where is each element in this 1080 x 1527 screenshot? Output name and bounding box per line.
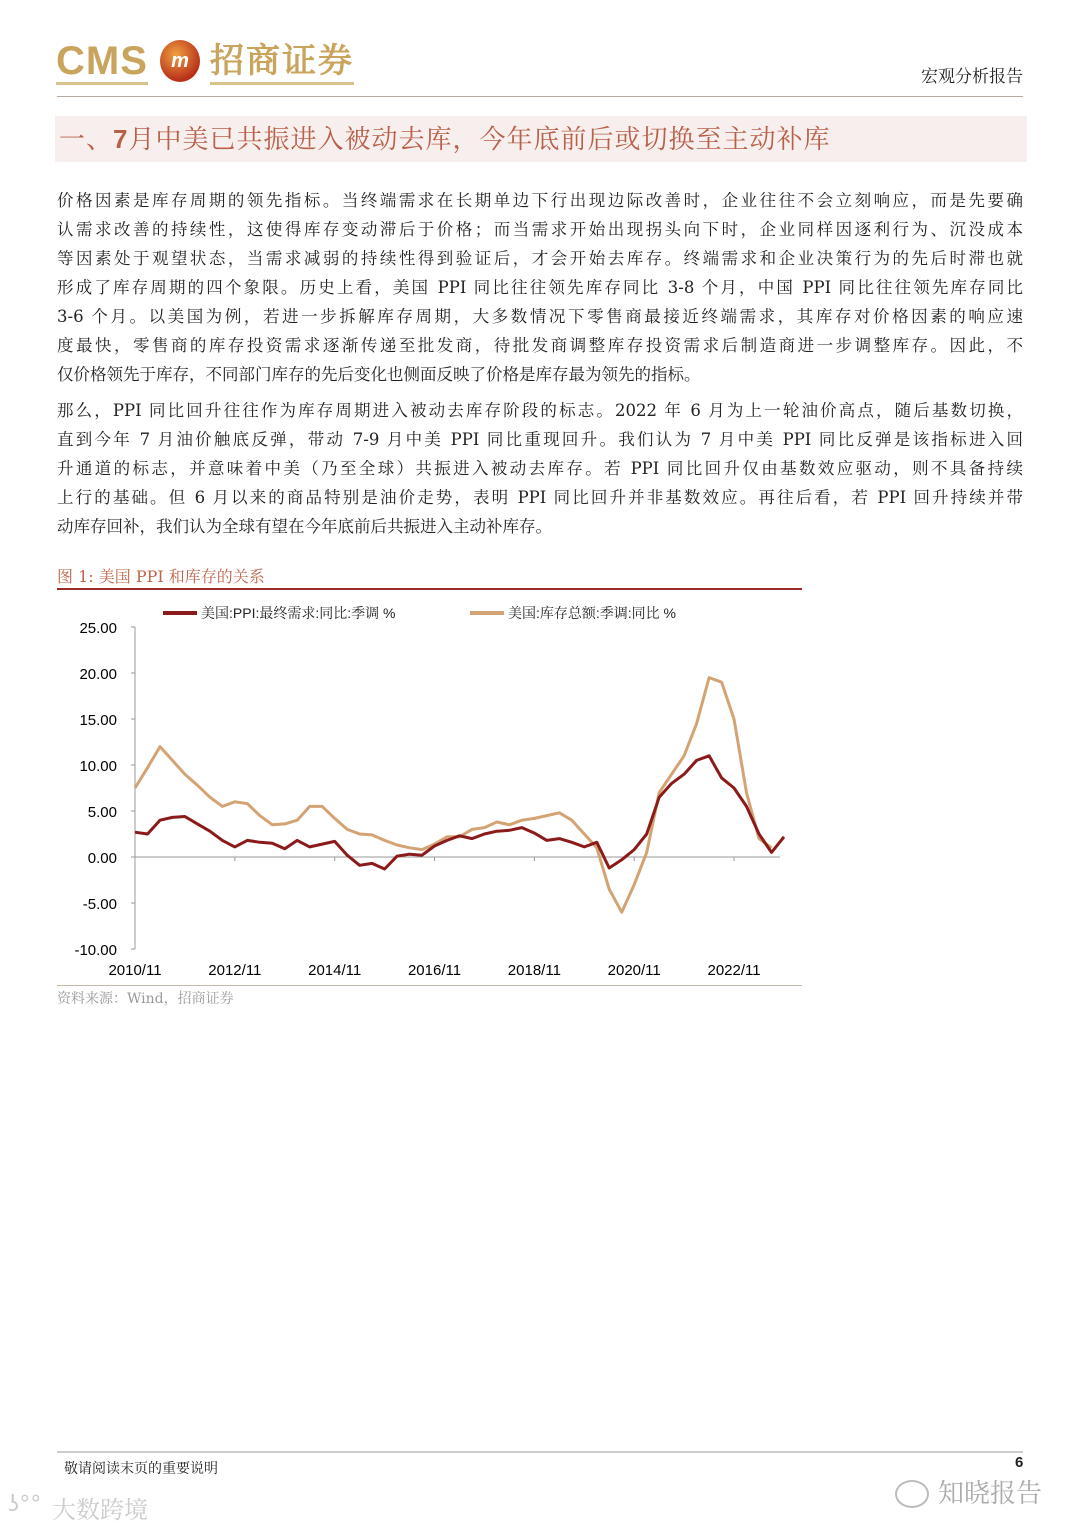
y-tick-label: 20.00 — [79, 666, 117, 683]
watermark-left: 大数跨境 — [52, 1496, 148, 1524]
footer-divider — [57, 1451, 1023, 1453]
figure-bottom-rule — [57, 985, 802, 986]
paragraph-line: 认需求改善的持续性，这使得库存变动滞后于价格；而当需求开始出现拐头向下时，企业同样因逐利行为、沉没成本 — [57, 220, 1023, 239]
paragraph-line: 3-6 个月。以美国为例，若进一步拆解库存周期，大多数情况下零售商最接近终端需求，其库存对价格因素的响应速 — [57, 307, 1023, 326]
legend-label: 美国:库存总额:季调:同比 % — [508, 605, 677, 621]
paragraph-line: 度最快，零售商的库存投资需求逐渐传递至批发商，待批发商调整库存投资需求后制造商进一步调整库存。因此，不 — [57, 336, 1023, 355]
paragraph-line: 等因素处于观望状态，当需求减弱的持续性得到验证后，才会开始去库存。终端需求和企业决策行为的先后时滞也就 — [57, 249, 1023, 268]
paragraph-line: 上行的基础。但 6 月以来的商品特别是油价走势，表明 PPI 同比回升并非基数效应。再往后看，若 PPI 回升持续并带 — [57, 488, 1023, 507]
paragraph-line: 仅价格领先于库存，不同部门库存的先后变化也侧面反映了价格是库存最为领先的指标。 — [57, 365, 701, 384]
y-tick-label: 25.00 — [79, 620, 117, 637]
y-tick-label: 15.00 — [79, 712, 117, 729]
y-tick-label: 0.00 — [87, 850, 117, 867]
x-tick-label: 2022/11 — [707, 962, 761, 979]
paragraph-2 — [57, 396, 1023, 541]
y-tick-label: 10.00 — [79, 758, 117, 775]
y-tick-label: -10.00 — [74, 942, 117, 959]
series-line-1 — [135, 678, 772, 913]
paragraph-line: 直到今年 7 月油价触底反弹，带动 7-9 月中美 PPI 同比重现回升。我们认为 7 月中美 PPI 同比反弹是该指标进入回 — [57, 430, 1023, 449]
paragraph-line: 价格因素是库存周期的领先指标。当终端需求在长期单边下行出现边际改善时，企业往往不会立刻响应，而是先要确 — [57, 191, 1023, 210]
paragraph-1 — [57, 186, 1023, 389]
report-type: 宏观分析报告 — [921, 67, 1023, 87]
paragraph-line: 那么，PPI 同比回升往往作为库存周期进入被动去库存阶段的标志。2022 年 6 月为上一轮油价高点，随后基数切换， — [57, 401, 1023, 420]
logo-cms: CMS — [56, 39, 148, 83]
x-tick-label: 2020/11 — [607, 962, 661, 979]
x-tick-label: 2010/11 — [108, 962, 162, 979]
paragraph-line: 形成了库存周期的四个象限。历史上看，美国 PPI 同比往往领先库存同比 3-8 个月，中国 PPI 同比往往领先库存同比 — [57, 278, 1023, 297]
y-tick-label: -5.00 — [82, 896, 117, 913]
figure-source: 资料来源：Wind，招商证券 — [57, 991, 234, 1007]
paragraph-line: 动库存回补，我们认为全球有望在今年底前后共振进入主动补库存。 — [57, 517, 552, 536]
legend-label: 美国:PPI:最终需求:同比:季调 % — [201, 605, 396, 621]
section-number: 7 — [113, 124, 129, 154]
logo-company-name: 招商证券 — [210, 40, 354, 85]
watermark-right: 知晓报告 — [938, 1479, 1043, 1509]
footer-note: 敬请阅读末页的重要说明 — [64, 1461, 218, 1477]
section-heading — [55, 116, 1027, 162]
header-divider — [57, 96, 1023, 97]
line-chart — [0, 590, 810, 985]
paragraph-line: 升通道的标志，并意味着中美（乃至全球）共振进入被动去库存。若 PPI 同比回升仅由基数效应驱动，则不具备持续 — [57, 459, 1023, 478]
logo-mark-icon: m — [160, 40, 200, 82]
figure-title: 图 1: 美国 PPI 和库存的关系 — [57, 567, 265, 586]
wechat-icon — [895, 1480, 929, 1508]
watermark-logo-icon: ʖ°° — [8, 1492, 42, 1517]
page-number: 6 — [1015, 1454, 1024, 1471]
x-tick-label: 2014/11 — [308, 962, 362, 979]
section-title: 月中美已共振进入被动去库，今年底前后或切换至主动补库 — [128, 125, 831, 155]
x-tick-label: 2016/11 — [407, 962, 462, 979]
section-prefix: 一、 — [59, 125, 114, 155]
y-tick-label: 5.00 — [87, 804, 117, 821]
x-tick-label: 2012/11 — [208, 962, 262, 979]
series-line-0 — [135, 756, 784, 869]
x-tick-label: 2018/11 — [507, 962, 561, 979]
